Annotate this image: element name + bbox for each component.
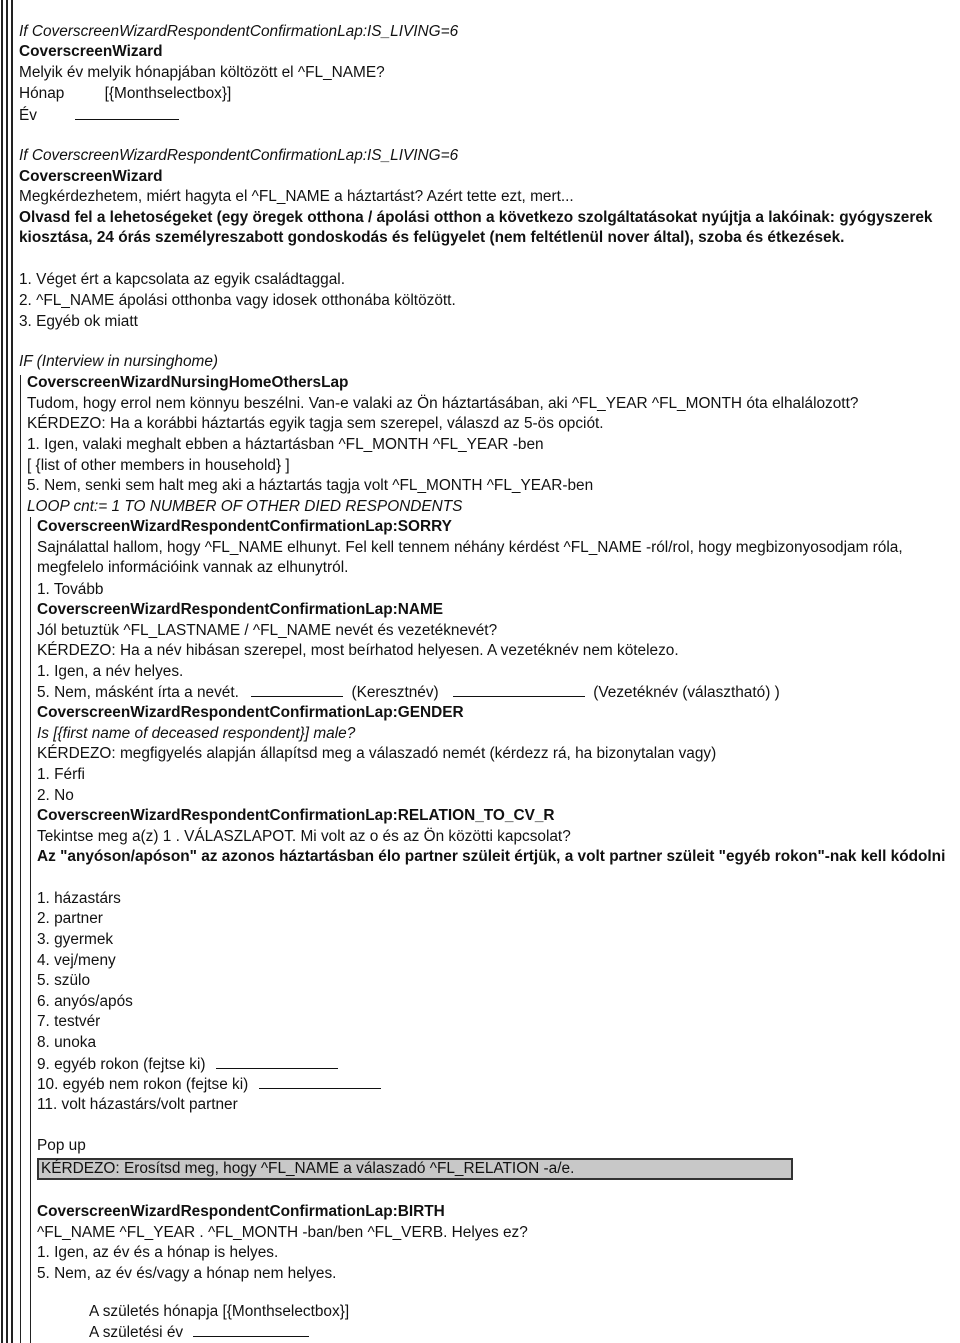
nursinghome-instruction: KÉRDEZO: Ha a korábbi háztartás egyik tagja sem szerepel, válaszd az 5-ös opciót. — [27, 415, 604, 432]
year-row — [19, 105, 179, 126]
section2-title: CoverscreenWizard — [19, 168, 163, 185]
loop-rule — [30, 517, 31, 1343]
relation-option[interactable]: 11. volt házastárs/volt partner — [37, 1096, 238, 1113]
birth-option-1[interactable]: 1. Igen, az év és a hónap is helyes. — [37, 1244, 279, 1261]
popup-text: KÉRDEZO: Erosítsd meg, hogy ^FL_NAME a válaszadó ^FL_RELATION -a/e. — [41, 1160, 575, 1177]
relation-option[interactable]: 7. testvér — [37, 1013, 101, 1030]
relation-option[interactable]: 4. vej/meny — [37, 952, 116, 969]
gender-question: Is [{first name of deceased respondent}] male? — [37, 725, 356, 742]
died-option-5[interactable]: 5. Nem, senki sem halt meg aki a háztartás tagja volt ^FL_MONTH ^FL_YEAR-ben — [27, 477, 594, 494]
relation-question: Tekintse meg a(z) 1 . VÁLASZLAPOT. Mi volt az o és az Ön közötti kapcsolat? — [37, 828, 571, 845]
relation-option[interactable]: 6. anyós/após — [37, 993, 133, 1010]
loop-header: LOOP cnt:= 1 TO NUMBER OF OTHER DIED RESPONDENTS — [27, 498, 463, 515]
relation-option[interactable]: 10. egyéb nem rokon (fejtse ki) — [37, 1076, 249, 1093]
relation-option[interactable]: 5. szülo — [37, 972, 91, 989]
gender-title: CoverscreenWizardRespondentConfirmationLap:GENDER — [37, 704, 464, 721]
month-label: Hónap — [19, 85, 65, 102]
name-option-5-row — [37, 682, 780, 703]
reason-option-2[interactable]: 2. ^FL_NAME ápolási otthonba vagy idosek otthonába költözött. — [19, 292, 456, 309]
relation-title: CoverscreenWizardRespondentConfirmationLap:RELATION_TO_CV_R — [37, 807, 555, 824]
outer-rule-3 — [11, 0, 13, 1343]
section2-condition: If CoverscreenWizardRespondentConfirmationLap:IS_LIVING=6 — [19, 147, 459, 164]
name-question: Jól betuztük ^FL_LASTNAME / ^FL_NAME nevét és vezetéknevét? — [37, 622, 498, 639]
year-input[interactable] — [75, 105, 179, 120]
outer-rule-2 — [6, 0, 8, 1343]
reason-option-3[interactable]: 3. Egyéb ok miatt — [19, 313, 138, 330]
birth-question: ^FL_NAME ^FL_YEAR . ^FL_MONTH -ban/ben ^FL_VERB. Helyes ez? — [37, 1224, 528, 1241]
month-row — [19, 84, 231, 104]
nursinghome-rule — [20, 375, 21, 1343]
other-nonrelative-input[interactable] — [259, 1074, 381, 1089]
popup-label: Pop up — [37, 1137, 86, 1154]
section1-condition: If CoverscreenWizardRespondentConfirmationLap:IS_LIVING=6 — [19, 23, 459, 40]
household-members-list[interactable]: [ {list of other members in household} ] — [27, 457, 290, 474]
month-select[interactable]: [{Monthselectbox}] — [104, 85, 232, 102]
birth-month-select[interactable]: A születés hónapja [{Monthselectbox}] — [89, 1303, 350, 1320]
reason-option-1[interactable]: 1. Véget ért a kapcsolata az egyik családtaggal. — [19, 271, 345, 288]
relation-option[interactable]: 2. partner — [37, 910, 103, 927]
relation-option-other-relative-row — [37, 1054, 338, 1075]
birth-option-5[interactable]: 5. Nem, az év és/vagy a hónap nem helyes. — [37, 1265, 337, 1282]
section1-title: CoverscreenWizard — [19, 43, 163, 60]
relation-option[interactable]: 3. gyermek — [37, 931, 114, 948]
other-relative-input[interactable] — [216, 1054, 338, 1069]
sorry-title: CoverscreenWizardRespondentConfirmationLap:SORRY — [37, 518, 452, 535]
name-option-5[interactable]: 5. Nem, másként írta a nevét. — [37, 684, 239, 701]
last-name-input[interactable] — [453, 682, 585, 697]
name-option-1[interactable]: 1. Igen, a név helyes. — [37, 663, 184, 680]
birth-year-label: A születési év — [89, 1324, 184, 1341]
died-option-1[interactable]: 1. Igen, valaki meghalt ebben a háztartásban ^FL_MONTH ^FL_YEAR -ben — [27, 436, 544, 453]
name-instruction: KÉRDEZO: Ha a név hibásan szerepel, most beírhatod helyesen. A vezetéknév nem kötelezo. — [37, 642, 679, 659]
nursinghome-condition: IF (Interview in nursinghome) — [19, 353, 219, 370]
continue-option[interactable]: 1. Tovább — [37, 581, 104, 598]
section1-question: Melyik év melyik hónapjában költözött el ^FL_NAME? — [19, 64, 385, 81]
relation-option[interactable]: 9. egyéb rokon (fejtse ki) — [37, 1056, 206, 1073]
relation-option[interactable]: 1. házastárs — [37, 890, 121, 907]
nursinghome-title: CoverscreenWizardNursingHomeOthersLap — [27, 374, 349, 391]
section2-instruction: Olvasd fel a lehetoségeket (egy öregek otthona / ápolási otthon a következo szolgáltatásokat nyújtja a lakóinak: gyógyszerek kiosztása, 24 órás személyreszabott gondoskodás és felügyelet (nem feltétlenül nover által), szoba és étkezések. — [19, 209, 933, 246]
relation-note: Az "anyóson/apóson" az azonos háztartásban élo partner szüleit értjük, a volt partner szüleit "egyéb rokon"-nak kell kódolni — [37, 848, 946, 865]
birth-year-input[interactable] — [193, 1322, 309, 1337]
sorry-text: Sajnálattal hallom, hogy ^FL_NAME elhunyt. Fel kell tennem néhány kérdést ^FL_NAME -ról/rol, hogy megbizonyosodjam róla, megfelelo információink vannak az elhunytról. — [37, 539, 903, 576]
gender-instruction: KÉRDEZO: megfigyelés alapján állapítsd meg a válaszadó nemét (kérdezz rá, ha bizonytalan vagy) — [37, 745, 717, 762]
birth-title: CoverscreenWizardRespondentConfirmationLap:BIRTH — [37, 1203, 445, 1220]
year-label: Év — [19, 107, 37, 124]
relation-option-other-nonrelative-row — [37, 1074, 381, 1095]
gender-option-1[interactable]: 1. Férfi — [37, 766, 85, 783]
relation-option[interactable]: 8. unoka — [37, 1034, 97, 1051]
birth-year-row — [89, 1322, 309, 1343]
outer-rule-1 — [1, 0, 3, 1343]
gender-option-2[interactable]: 2. No — [37, 787, 74, 804]
section2-question: Megkérdezhetem, miért hagyta el ^FL_NAME a háztartást? Azért tette ezt, mert... — [19, 188, 574, 205]
name-title: CoverscreenWizardRespondentConfirmationLap:NAME — [37, 601, 444, 618]
first-name-input[interactable] — [251, 682, 343, 697]
last-name-label: (Vezetéknév (választható) ) — [593, 684, 780, 701]
nursinghome-question: Tudom, hogy errol nem könnyu beszélni. Van-e valaki az Ön háztartásában, aki ^FL_YEAR ^FL_MONTH óta elhalálozott? — [27, 395, 859, 412]
first-name-label: (Keresztnév) — [351, 684, 439, 701]
popup-box — [37, 1158, 793, 1180]
